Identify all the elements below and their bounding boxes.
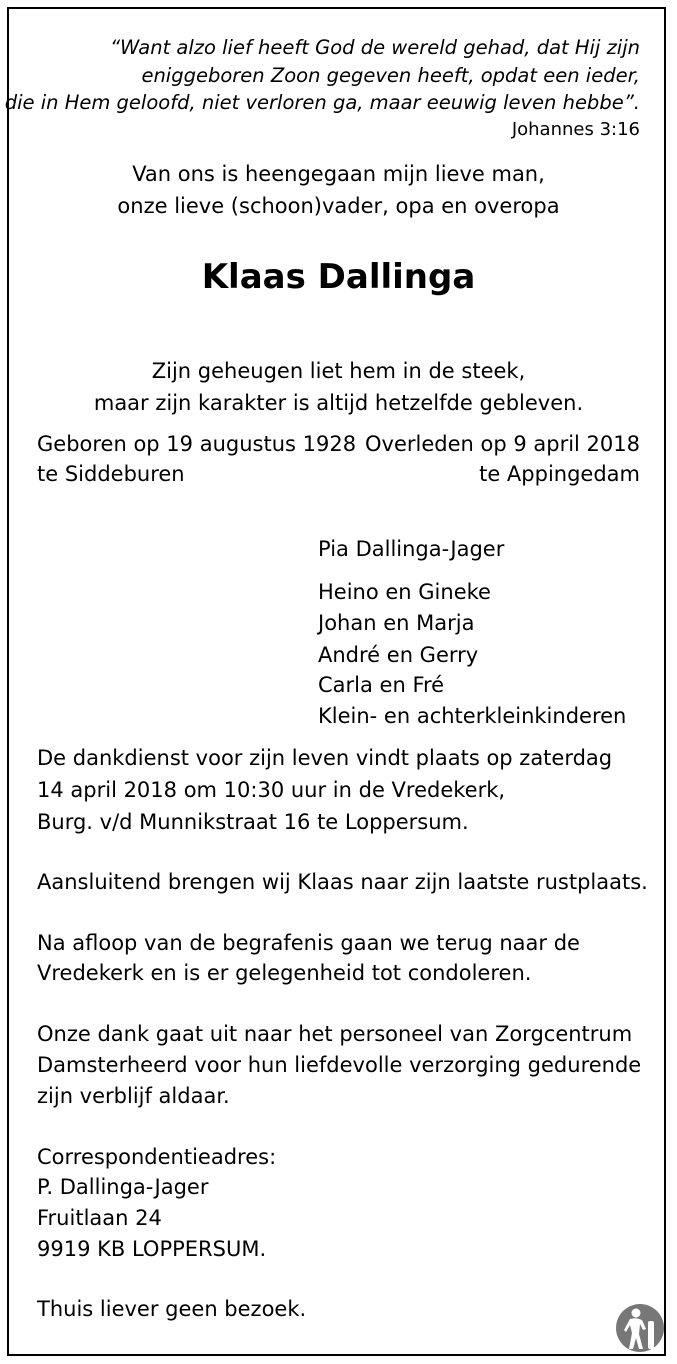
birth-place: te Siddeburen bbox=[37, 462, 185, 486]
condolence-line: Vredekerk en is er gelegenheid tot condoleren. bbox=[37, 961, 532, 985]
thanks-line: Damsterheerd voor hun liefdevolle verzorging gedurende bbox=[37, 1053, 642, 1077]
family-member: Klein- en achterkleinkinderen bbox=[318, 704, 627, 728]
spouse-name: Pia Dallinga-Jager bbox=[318, 537, 505, 561]
address-line: 9919 KB LOPPERSUM. bbox=[37, 1237, 267, 1261]
intro-line: Van ons is heengegaan mijn lieve man, bbox=[132, 162, 545, 186]
family-member: André en Gerry bbox=[318, 643, 479, 667]
verse-reference: Johannes 3:16 bbox=[511, 119, 640, 140]
correspondence-heading: Correspondentieadres: bbox=[37, 1145, 277, 1169]
family-member: Johan en Marja bbox=[318, 611, 475, 635]
condolence-line: Na afloop van de begrafenis gaan we terug naar de bbox=[37, 931, 580, 955]
memorial-figure-icon bbox=[615, 1303, 665, 1353]
thanks-line: zijn verblijf aldaar. bbox=[37, 1084, 230, 1108]
birth-date: Geboren op 19 augustus 1928 bbox=[37, 432, 357, 456]
death-place: te Appingedam bbox=[479, 462, 640, 486]
quote-line: Zijn geheugen liet hem in de steek, bbox=[151, 359, 526, 383]
burial-info: Aansluitend brengen wij Klaas naar zijn laatste rustplaats. bbox=[37, 870, 648, 894]
verse-line: die in Hem geloofd, niet verloren ga, maar eeuwig leven hebbe”. bbox=[4, 91, 640, 114]
family-member: Heino en Gineke bbox=[318, 580, 491, 604]
closing-note: Thuis liever geen bezoek. bbox=[37, 1297, 307, 1321]
deceased-name: Klaas Dallinga bbox=[201, 257, 476, 297]
verse-line: eniggeboren Zoon gegeven heeft, opdat een ieder, bbox=[141, 64, 640, 87]
address-line: P. Dallinga-Jager bbox=[37, 1175, 209, 1199]
address-line: Fruitlaan 24 bbox=[37, 1206, 162, 1230]
service-line: Burg. v/d Munnikstraat 16 te Loppersum. bbox=[37, 810, 469, 834]
verse-line: “Want alzo lief heeft God de wereld gehad, dat Hij zijn bbox=[109, 36, 640, 59]
quote-line: maar zijn karakter is altijd hetzelfde gebleven. bbox=[93, 391, 584, 415]
service-line: De dankdienst voor zijn leven vindt plaats op zaterdag bbox=[37, 746, 613, 770]
service-line: 14 april 2018 om 10:30 uur in de Vredekerk, bbox=[37, 778, 506, 802]
thanks-line: Onze dank gaat uit naar het personeel van Zorgcentrum bbox=[37, 1022, 633, 1046]
intro-line: onze lieve (schoon)vader, opa en overopa bbox=[117, 194, 560, 218]
death-date: Overleden op 9 april 2018 bbox=[364, 432, 640, 456]
family-member: Carla en Fré bbox=[318, 673, 445, 697]
